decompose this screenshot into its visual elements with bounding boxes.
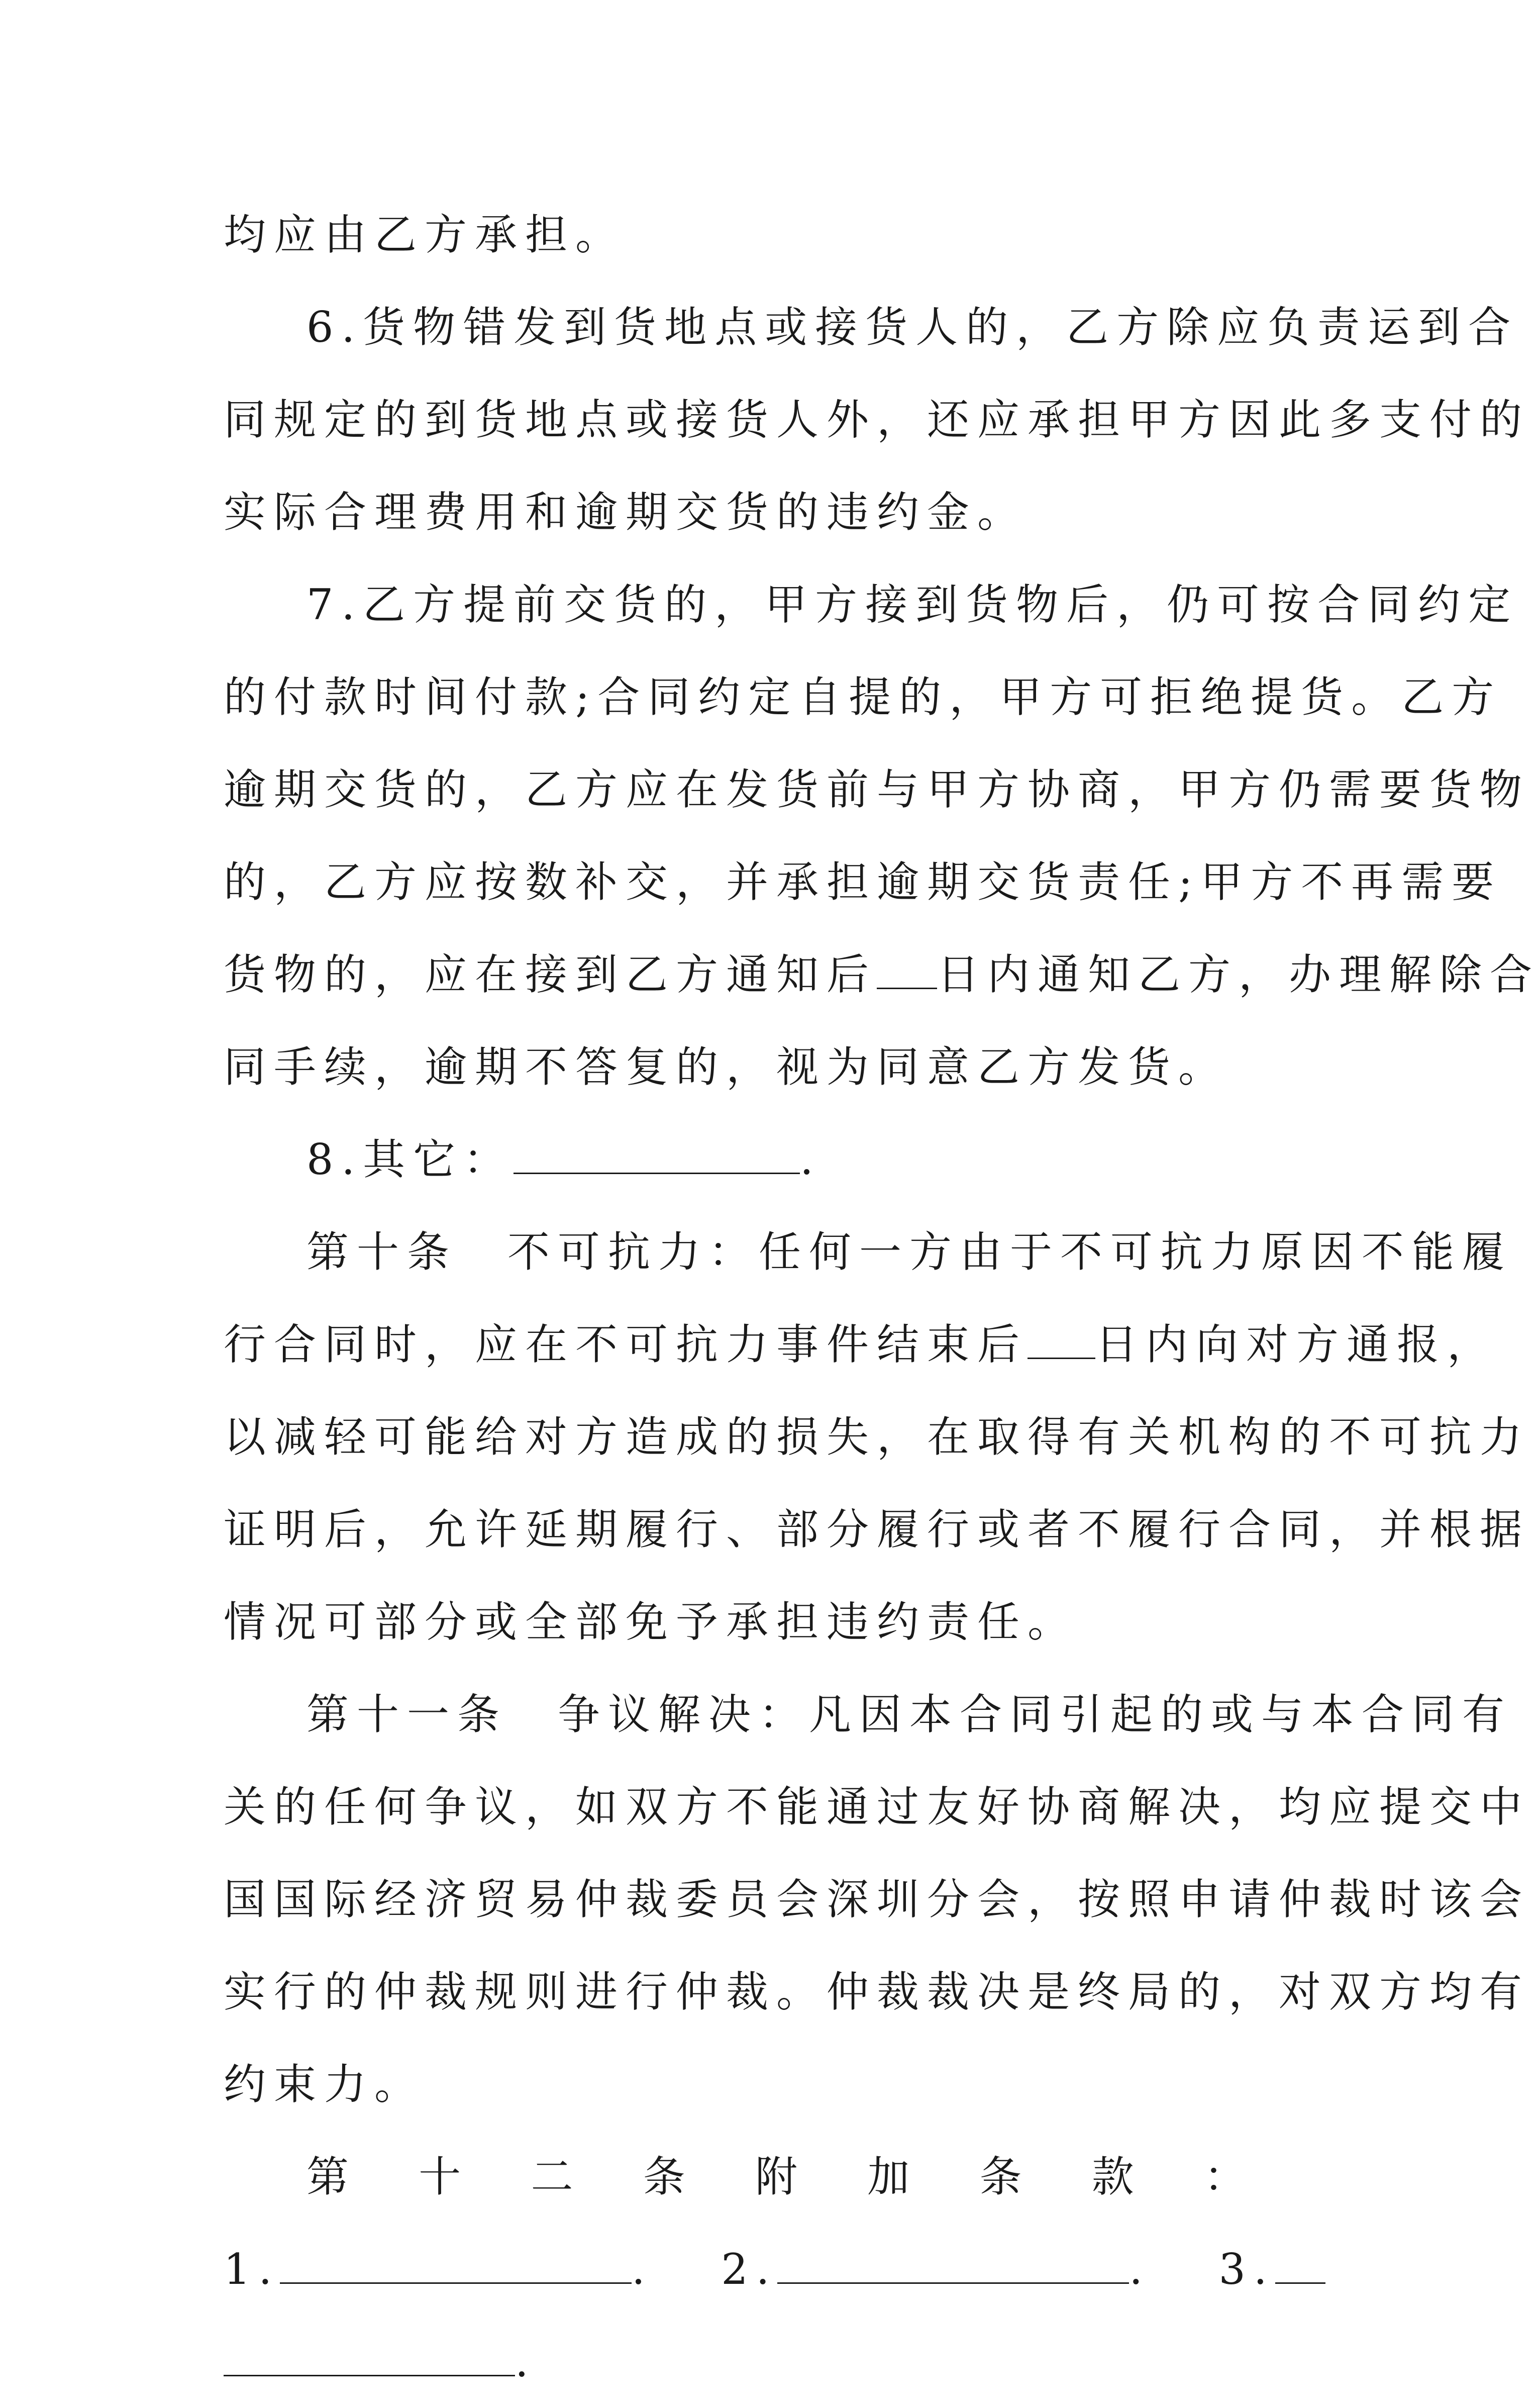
text-segment: 货物的，应在接到乙方通知后 <box>224 950 877 999</box>
text-line: 国国际经济贸易仲裁委员会深圳分会，按照申请仲裁时该会 <box>224 1875 1530 1924</box>
text-line: 同规定的到货地点或接货人外，还应承担甲方因此多支付的 <box>224 395 1530 444</box>
additional-terms-line <box>224 2316 1246 2408</box>
text-segment: 日内通知乙方，办理解除合 <box>937 950 1540 999</box>
blank-field-term-3-continued[interactable] <box>224 2347 515 2376</box>
article-11: 第十一条 争议解决：凡因本合同引起的或与本合同有 <box>306 1690 1513 1739</box>
blank-field-days[interactable] <box>1028 1329 1095 1359</box>
text-line: 情况可部分或全部免予承担违约责任。 <box>224 1597 1078 1647</box>
text-line: 均应由乙方承担。 <box>224 210 626 259</box>
text-line <box>224 928 1540 1021</box>
text-segment: 行合同时，应在不可抗力事件结束后 <box>224 1320 1028 1369</box>
text-segment: 8.其它： <box>306 1135 514 1184</box>
text-line: 以减轻可能给对方造成的损失，在取得有关机构的不可抗力 <box>224 1412 1530 1462</box>
text-segment: . <box>800 1135 822 1184</box>
text-line: 同手续，逾期不答复的，视为同意乙方发货。 <box>224 1042 1229 1092</box>
blank-field-term-1[interactable] <box>280 2254 632 2284</box>
additional-terms-line <box>224 2223 1275 2316</box>
text-line <box>224 1298 1498 1391</box>
text-segment: 1. <box>224 2245 280 2294</box>
heading-char: 二 <box>531 2152 573 2201</box>
text-line: 关的任何争议，如双方不能通过友好协商解决，均应提交中 <box>224 1782 1530 1832</box>
heading-char: 条 <box>643 2152 685 2201</box>
document-page <box>224 188 1540 2408</box>
heading-char: 附 <box>755 2152 798 2201</box>
clause-7: 7.乙方提前交货的，甲方接到货物后，仍可按合同约定 <box>306 580 1519 629</box>
text-line: 证明后，允许延期履行、部分履行或者不履行合同，并根据 <box>224 1505 1530 1554</box>
text-segment: 3. <box>1218 2245 1275 2294</box>
text-line: 约束力。 <box>224 2060 425 2109</box>
clause-8 <box>224 1113 1246 1206</box>
text-segment: . <box>632 2245 653 2294</box>
heading-char: 十 <box>419 2152 461 2201</box>
blank-field-days[interactable] <box>877 959 937 989</box>
blank-field-term-2[interactable] <box>777 2254 1129 2284</box>
text-segment: 日内向对方通报， <box>1095 1320 1498 1369</box>
text-line: 实行的仲裁规则进行仲裁。仲裁裁决是终局的，对双方均有 <box>224 1967 1530 2016</box>
text-line: 的付款时间付款;合同约定自提的，甲方可拒绝提货。乙方 <box>224 672 1502 722</box>
blank-field-other[interactable] <box>514 1144 800 1174</box>
text-line: 逾期交货的，乙方应在发货前与甲方协商，甲方仍需要货物 <box>224 765 1530 814</box>
heading-char: 条 <box>979 2152 1022 2201</box>
heading-char: 加 <box>867 2152 910 2201</box>
text-segment: . <box>1129 2245 1151 2294</box>
article-12-heading <box>224 2131 1246 2223</box>
heading-char: 第 <box>306 2152 349 2201</box>
article-10: 第十条 不可抗力：任何一方由于不可抗力原因不能履 <box>306 1227 1513 1277</box>
text-segment: 2. <box>721 2245 778 2294</box>
text-line: 的，乙方应按数补交，并承担逾期交货责任;甲方不再需要 <box>224 857 1502 907</box>
blank-field-term-3[interactable] <box>1275 2254 1325 2284</box>
text-segment: . <box>515 2337 537 2386</box>
heading-char: 款 <box>1091 2152 1134 2201</box>
heading-char: ： <box>1204 2152 1247 2201</box>
clause-6: 6.货物错发到货地点或接货人的，乙方除应负责运到合 <box>306 303 1519 352</box>
text-line: 实际合理费用和逾期交货的违约金。 <box>224 488 1028 537</box>
